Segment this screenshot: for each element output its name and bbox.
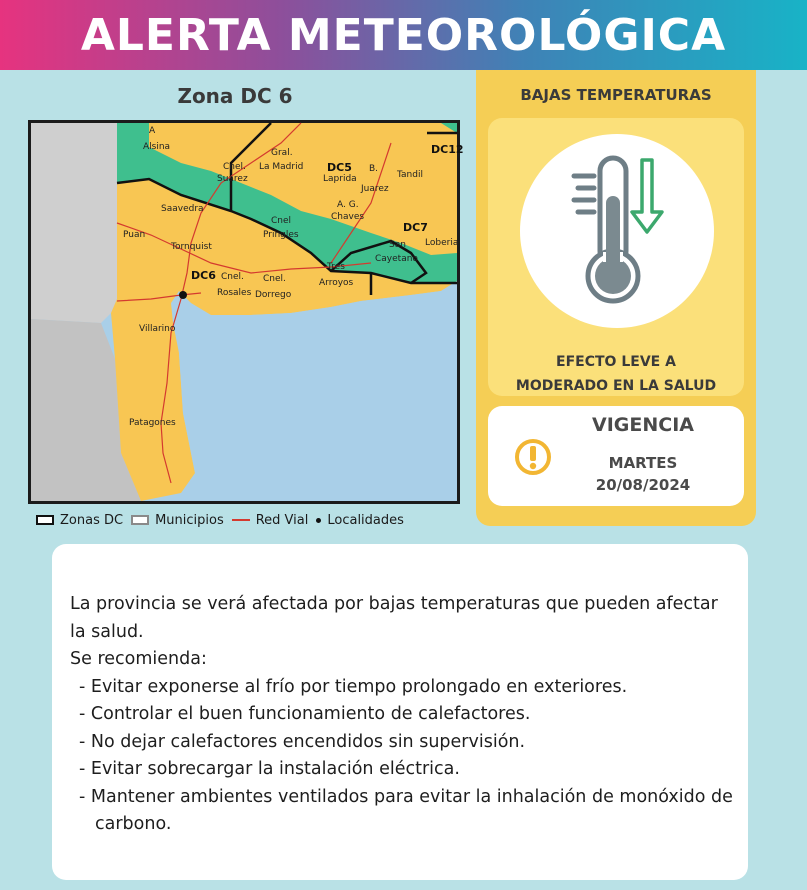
legend-label: Red Vial [255, 512, 309, 528]
validity-title: VIGENCIA [592, 414, 694, 436]
locality-dot-icon [316, 518, 321, 523]
recommendations-intro: La provincia se verá afectada por bajas temperaturas que pueden afectar la salud. [70, 594, 718, 642]
page-title: ALERTA METEOROLÓGICA [80, 9, 727, 61]
road-swatch-icon [232, 519, 250, 521]
validity-day: MARTES [608, 454, 678, 472]
locality-label: A. G. [337, 200, 359, 210]
locality-label: Laprida [323, 174, 357, 184]
locality-label: B. [369, 164, 379, 174]
locality-label: A [149, 126, 156, 136]
locality-label: Chaves [331, 212, 365, 222]
locality-label: Patagones [129, 418, 176, 428]
municipios-swatch-icon [131, 515, 149, 525]
zone-map-graphic [31, 123, 464, 501]
effect-line-2: MODERADO EN LA SALUD [515, 378, 717, 394]
locality-label: Cayetano [375, 254, 418, 264]
locality-label: Tornquist [171, 242, 212, 252]
land-west [31, 123, 117, 323]
zone-label-dc6: DC6 [191, 269, 216, 282]
header-banner [0, 0, 807, 70]
zone-label-dc7: DC7 [403, 221, 428, 234]
validity-card [488, 406, 744, 506]
locality-label: Alsina [143, 142, 171, 152]
locality-label: Tandil [397, 170, 423, 180]
map-legend [36, 510, 466, 530]
locality-label: Cnel. [221, 272, 244, 282]
recommendations-list [70, 674, 734, 839]
locality-label: Juarez [361, 184, 389, 194]
zone-label-dc12: DC12 [431, 143, 464, 156]
zone-label-dc5: DC5 [327, 161, 352, 174]
recommendations-heading: Se recomienda: [70, 649, 207, 669]
locality-label: Pringles [263, 230, 299, 240]
locality-label: Dorrego [255, 290, 292, 300]
legend-item-localidades [316, 513, 404, 528]
locality-label: Loberia [425, 238, 459, 248]
locality-label: Arroyos [319, 278, 354, 288]
list-item: - Controlar el buen funcionamiento de calefactores. [70, 701, 734, 729]
list-item: - Mantener ambientes ventilados para evitar la inhalación de monóxido de carbono. [70, 784, 734, 839]
list-item: - Evitar exponerse al frío por tiempo prolongado en exteriores. [70, 674, 734, 702]
alert-panel [476, 70, 756, 526]
map-title: Zona DC 6 [177, 84, 293, 108]
zonas-swatch-icon [36, 515, 54, 525]
locality-label: San [389, 240, 406, 250]
locality-label: Gral. [271, 148, 293, 158]
locality-label: Puan [123, 230, 146, 240]
legend-item-municipios [131, 513, 224, 528]
locality-label: Saavedra [161, 204, 204, 214]
alert-type: BAJAS TEMPERATURAS [520, 86, 712, 104]
legend-label: Zonas DC [60, 512, 124, 528]
locality-label: Suarez [217, 174, 248, 184]
locality-label: Villarino [139, 324, 176, 334]
zone-map [28, 120, 464, 504]
locality-label: Rosales [217, 288, 252, 298]
list-item: - Evitar sobrecargar la instalación eléctrica. [70, 756, 734, 784]
locality-label: Cnel. [223, 162, 246, 172]
recommendations-card [52, 544, 748, 880]
locality-label: Cnel. [263, 274, 286, 284]
locality-dot [179, 291, 187, 299]
validity-date: 20/08/2024 [595, 476, 691, 494]
legend-label: Municipios [155, 512, 224, 528]
icon-circle [520, 134, 714, 328]
effect-description [476, 350, 756, 398]
thermometer-down-icon [520, 134, 714, 328]
effect-line-1: EFECTO LEVE A [556, 354, 676, 370]
exclamation-icon [514, 438, 552, 476]
legend-label: Localidades [327, 512, 404, 528]
locality-label: La Madrid [259, 162, 304, 172]
list-item: - No dejar calefactores encendidos sin supervisión. [70, 729, 734, 757]
locality-label: Cnel [271, 216, 292, 226]
legend-item-zonas [36, 513, 123, 528]
locality-label: Tres [327, 262, 345, 272]
legend-item-red-vial [232, 513, 309, 528]
